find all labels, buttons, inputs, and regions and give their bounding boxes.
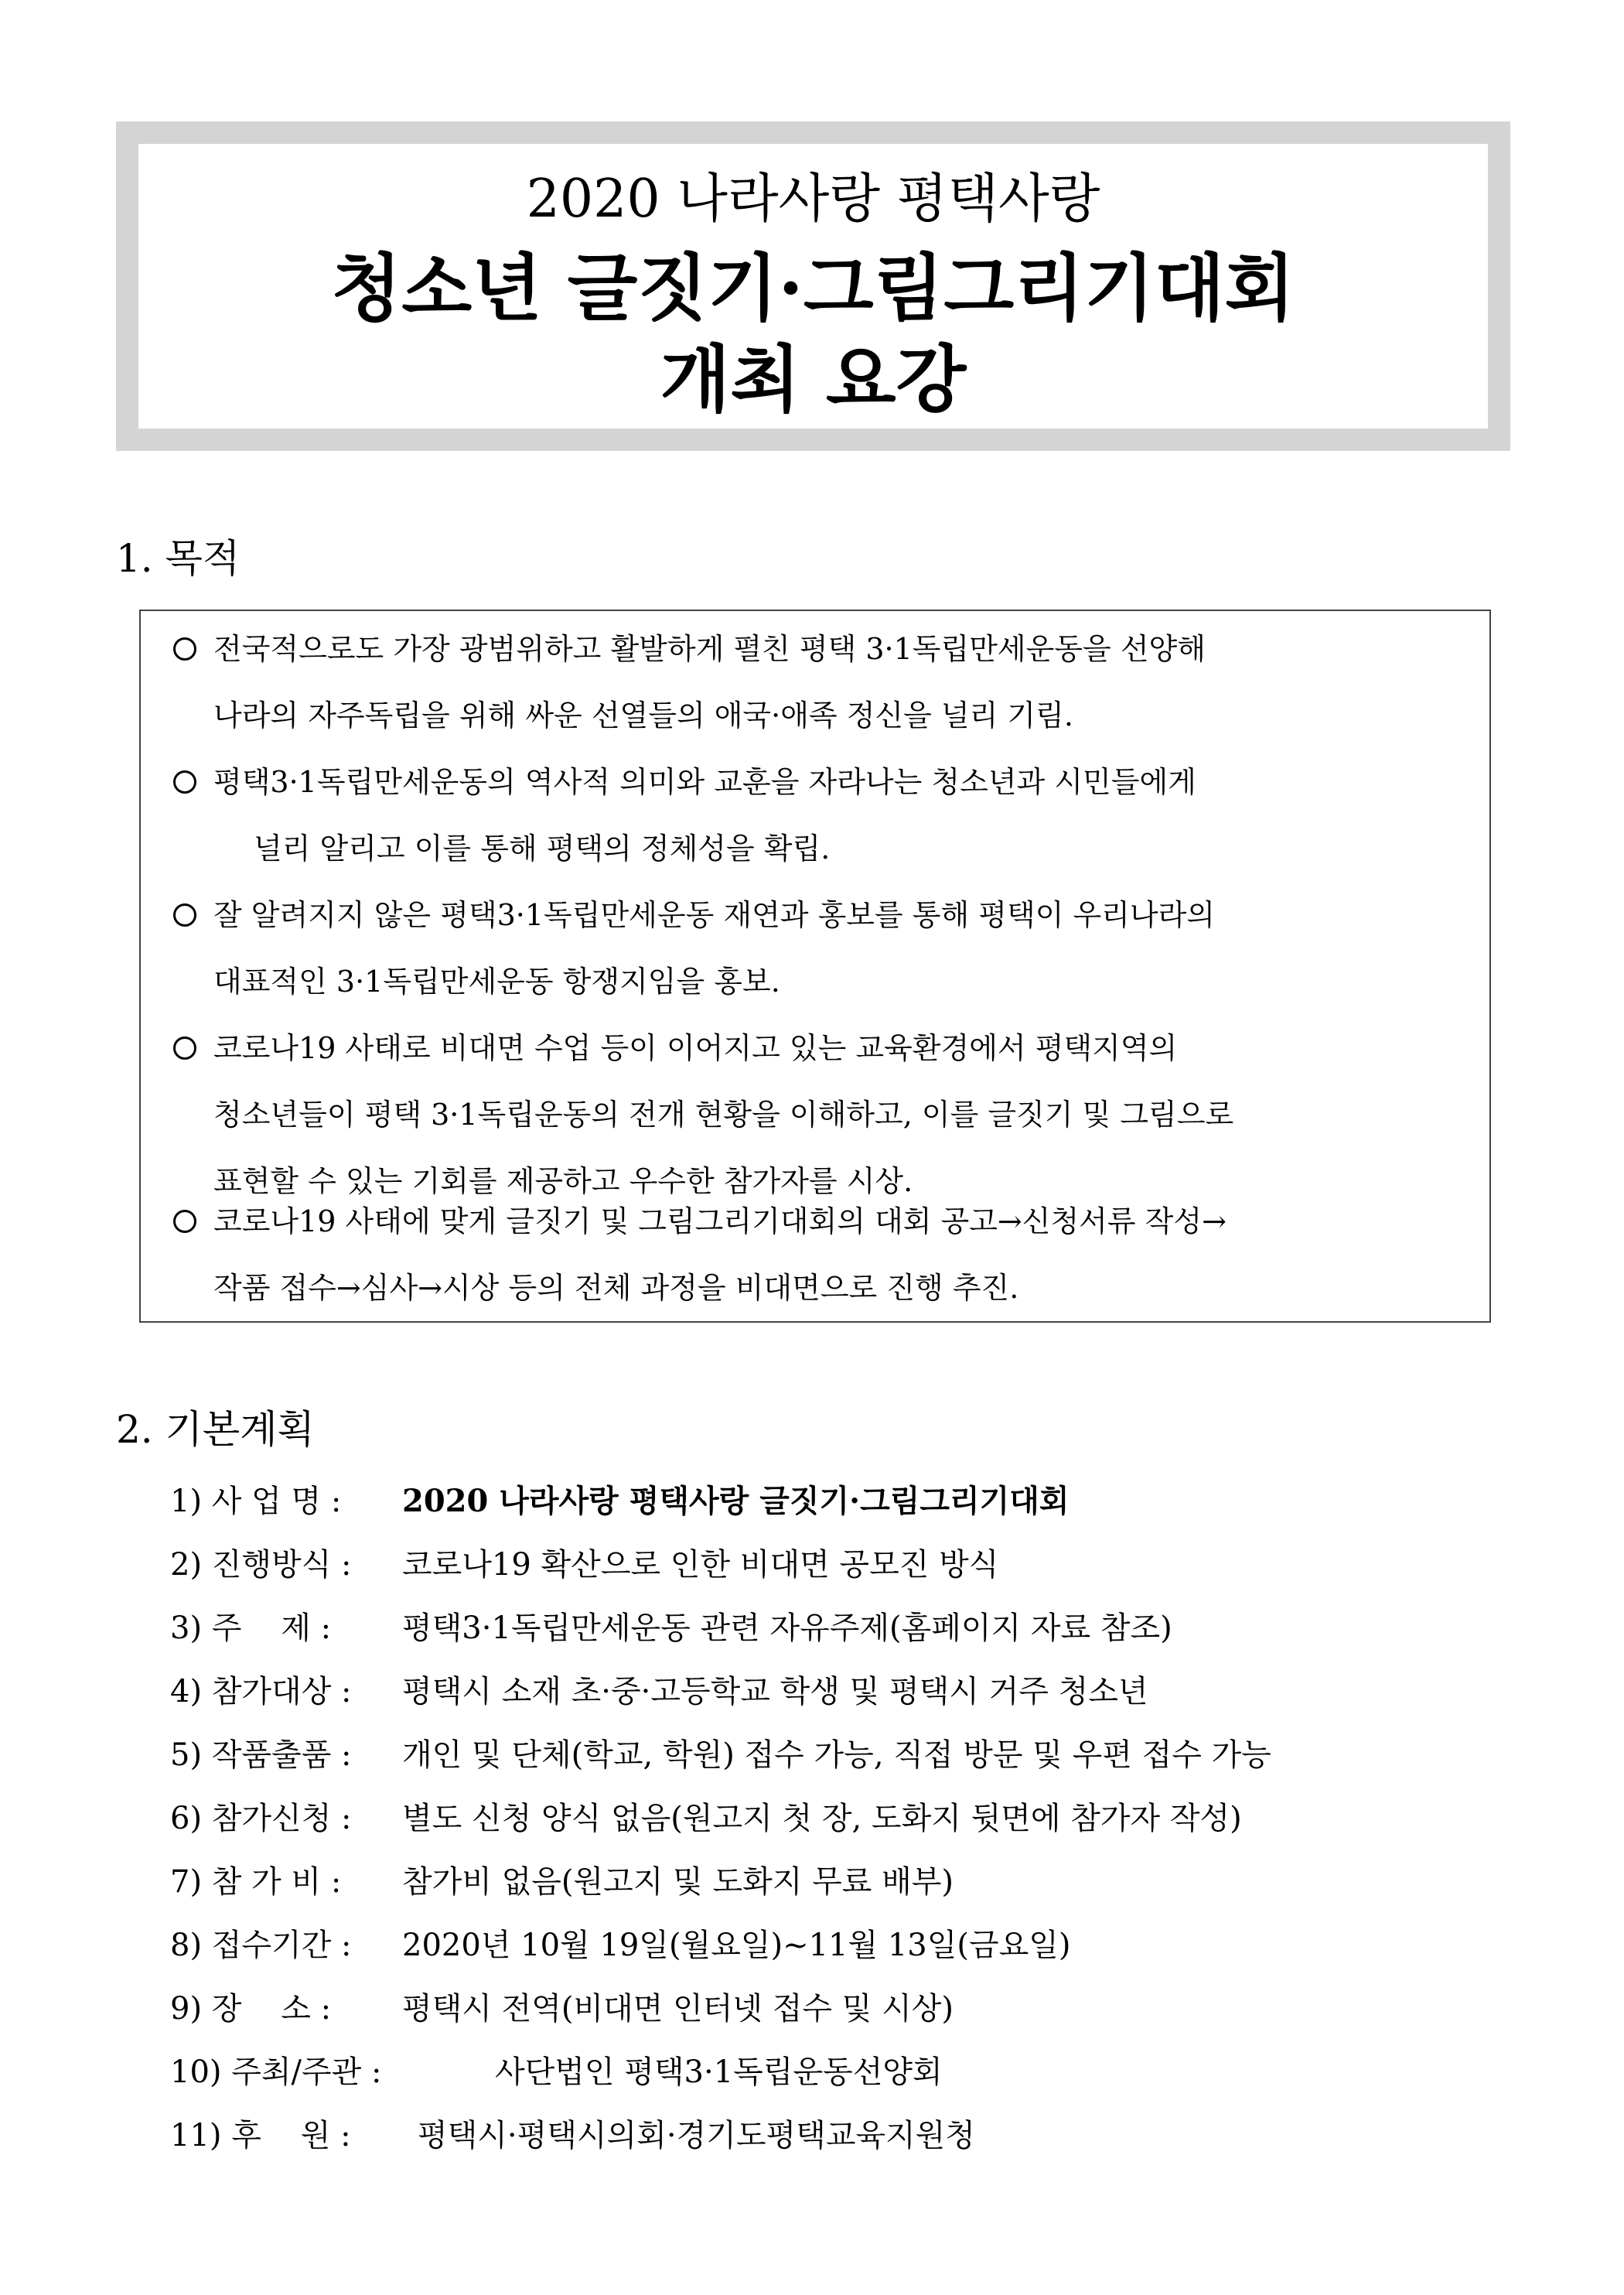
plan-label: 1) 사 업 명 : bbox=[170, 1484, 342, 1519]
purpose-item bbox=[167, 1188, 1474, 1321]
plan-label: 5) 작품출품 : bbox=[170, 1737, 352, 1773]
purpose-line: 전국적으로도 가장 광범위하고 활발하게 펼친 평택 3·1독립만세운동을 선양해 bbox=[213, 632, 1206, 666]
plan-label: 7) 참 가 비 : bbox=[170, 1864, 342, 1900]
plan-label: 10) 주최/주관 : bbox=[170, 2054, 382, 2090]
circle-bullet-icon bbox=[167, 882, 203, 948]
plan-label: 9) 장 소 : bbox=[170, 1991, 332, 2027]
plan-value: 별도 신청 양식 없음(원고지 첫 장, 도화지 뒷면에 참가자 작성) bbox=[402, 1801, 1242, 1836]
purpose-line: 작품 접수→심사→시상 등의 전체 과정을 비대면으로 진행 추진. bbox=[213, 1271, 1019, 1305]
circle-bullet-icon bbox=[167, 749, 203, 815]
plan-value: 사단법인 평택3·1독립운동선양회 bbox=[495, 2054, 943, 2090]
purpose-line: 코로나19 사태로 비대면 수업 등이 이어지고 있는 교육환경에서 평택지역의 bbox=[213, 1031, 1178, 1065]
plan-value: 2020 나라사랑 평택사랑 글짓기·그림그리기대회 bbox=[402, 1483, 1070, 1519]
purpose-line: 청소년들이 평택 3·1독립운동의 전개 현황을 이해하고, 이를 글짓기 및 그림으로 bbox=[213, 1098, 1234, 1132]
purpose-box bbox=[139, 610, 1491, 1323]
section-1-heading: 1. 목적 bbox=[116, 536, 241, 581]
section-2-heading: 2. 기본계획 bbox=[116, 1407, 315, 1452]
plan-label: 2) 진행방식 : bbox=[170, 1547, 352, 1583]
purpose-line: 코로나19 사태에 맞게 글짓기 및 그림그리기대회의 대회 공고→신청서류 작성→ bbox=[213, 1204, 1227, 1238]
purpose-item bbox=[167, 749, 1474, 882]
plan-value: 2020년 10월 19일(월요일)~11월 13일(금요일) bbox=[402, 1928, 1071, 1963]
plan-label: 4) 참가대상 : bbox=[170, 1674, 352, 1709]
plan-label: 6) 참가신청 : bbox=[170, 1801, 352, 1836]
plan-value: 평택시·평택시의회·경기도평택교육지원청 bbox=[418, 2118, 975, 2153]
purpose-item bbox=[167, 616, 1474, 749]
plan-label: 11) 후 원 : bbox=[170, 2118, 351, 2153]
circle-bullet-icon bbox=[167, 616, 203, 682]
purpose-line: 나라의 자주독립을 위해 싸운 선열들의 애국·애족 정신을 널리 기림. bbox=[213, 698, 1073, 733]
circle-bullet-icon bbox=[167, 1015, 203, 1081]
plan-label: 3) 주 제 : bbox=[170, 1610, 332, 1646]
purpose-line: 평택3·1독립만세운동의 역사적 의미와 교훈을 자라나는 청소년과 시민들에게 bbox=[213, 765, 1196, 799]
purpose-line: 잘 알려지지 않은 평택3·1독립만세운동 재연과 홍보를 통해 평택이 우리나라의 bbox=[213, 898, 1216, 932]
plan-value: 평택시 소재 초·중·고등학교 학생 및 평택시 거주 청소년 bbox=[402, 1674, 1148, 1709]
purpose-line: 대표적인 3·1독립만세운동 항쟁지임을 홍보. bbox=[213, 965, 780, 999]
plan-value: 참가비 없음(원고지 및 도화지 무료 배부) bbox=[402, 1864, 954, 1900]
plan-value: 평택3·1독립만세운동 관련 자유주제(홈페이지 자료 참조) bbox=[402, 1610, 1172, 1646]
title-box bbox=[116, 121, 1510, 451]
title-line-1: 2020 나라사랑 평택사랑 bbox=[526, 169, 1100, 230]
circle-bullet-icon bbox=[167, 1188, 203, 1255]
plan-value: 평택시 전역(비대면 인터넷 접수 및 시상) bbox=[402, 1991, 954, 2027]
plan-value: 개인 및 단체(학교, 학원) 접수 가능, 직접 방문 및 우편 접수 가능 bbox=[402, 1737, 1271, 1773]
purpose-line: 표현할 수 있는 기회를 제공하고 우수한 참가자를 시상. bbox=[213, 1164, 913, 1198]
title-line-3: 개최 요강 bbox=[660, 337, 967, 422]
purpose-item bbox=[167, 1015, 1474, 1214]
plan-value: 코로나19 확산으로 인한 비대면 공모진 방식 bbox=[402, 1547, 999, 1583]
purpose-item bbox=[167, 882, 1474, 1015]
title-line-2: 청소년 글짓기·그림그리기대회 bbox=[331, 246, 1295, 331]
purpose-line: 널리 알리고 이를 통해 평택의 정체성을 확립. bbox=[254, 832, 831, 866]
plan-label: 8) 접수기간 : bbox=[170, 1928, 352, 1963]
title-inner bbox=[138, 144, 1488, 429]
